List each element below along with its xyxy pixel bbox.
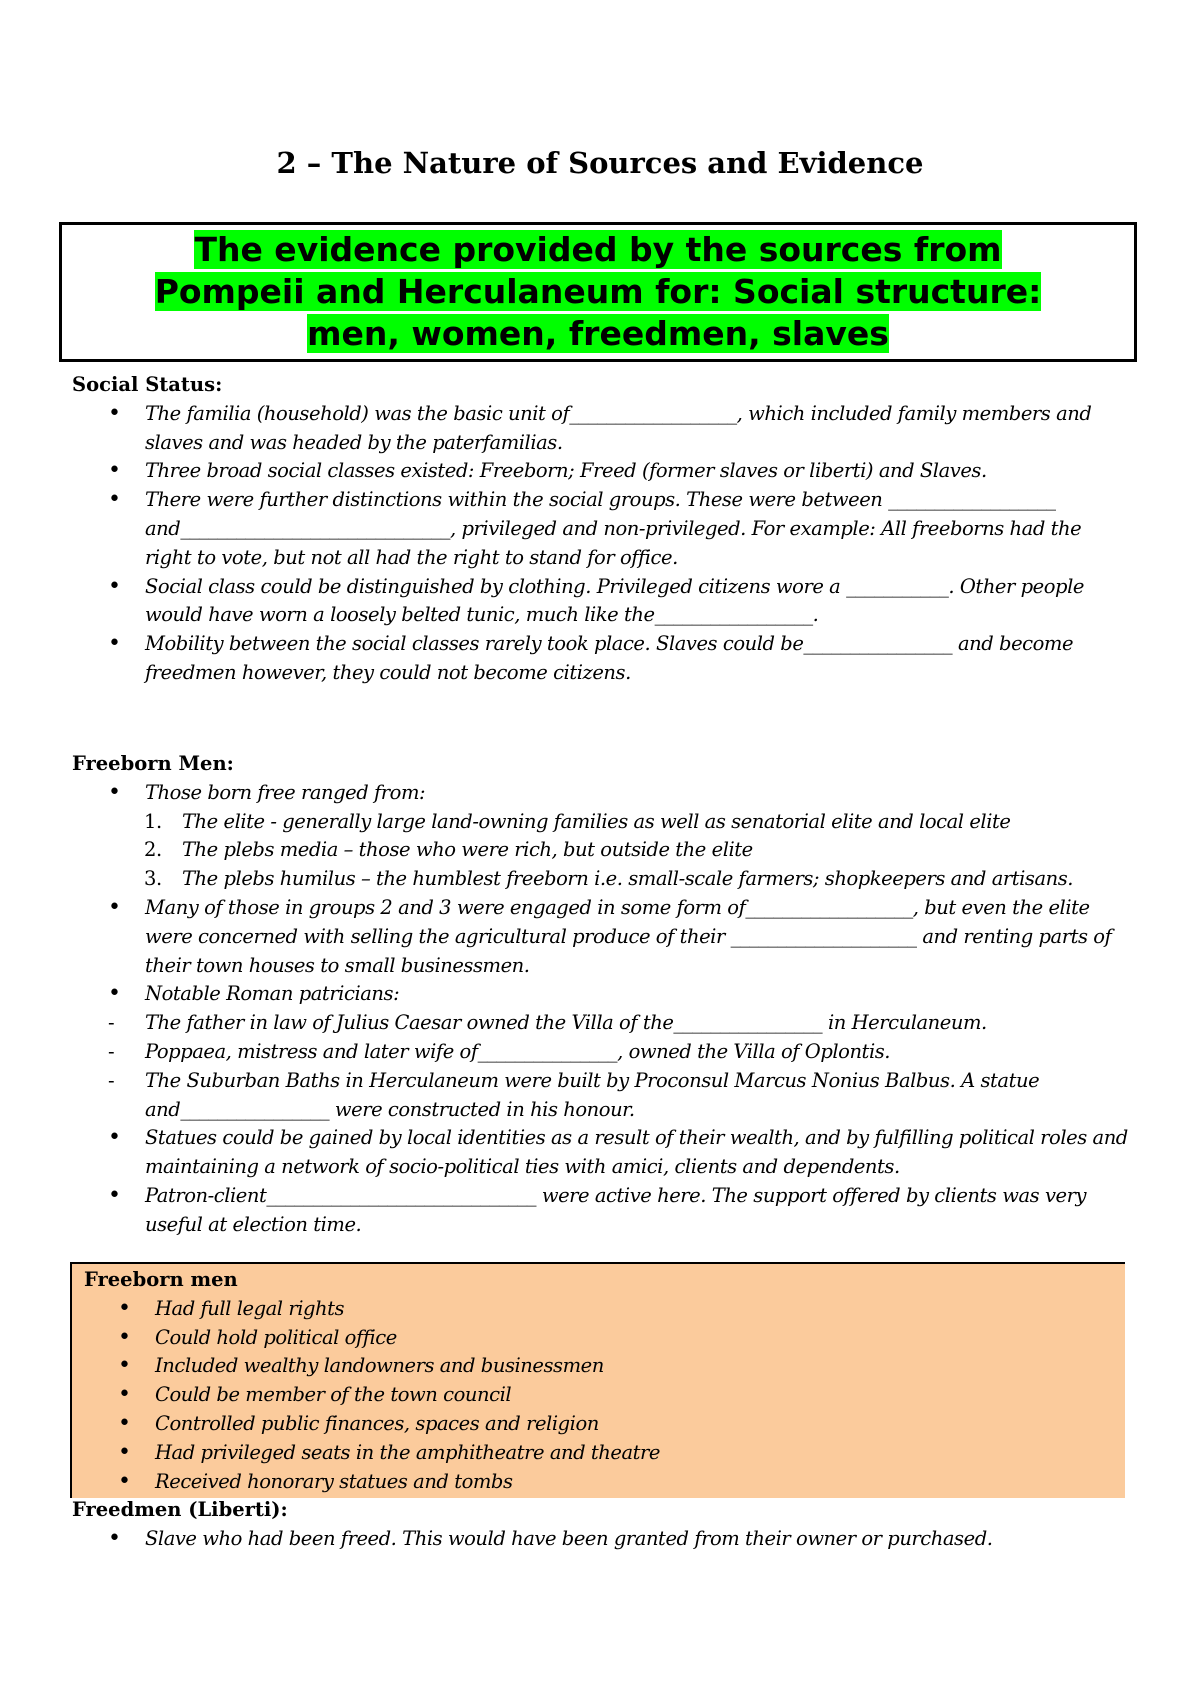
banner-line-1: The evidence provided by the sources from xyxy=(194,230,1002,269)
bullet-icon xyxy=(118,1439,138,1468)
dash-item xyxy=(72,1038,1132,1067)
freedmen-section xyxy=(72,1496,1132,1554)
bullet-icon xyxy=(108,486,128,515)
list-item xyxy=(72,1124,1132,1182)
list-item-text: Statues could be gained by local identities as a result of their wealth, and by fulfilling political roles and maintaining a network of socio-political ties with amici, clients and dependents. xyxy=(145,1126,1128,1179)
summary-heading: Freeborn men xyxy=(84,1268,238,1291)
bullet-icon xyxy=(108,1525,128,1554)
list-item xyxy=(72,1525,1132,1554)
list-item-text: Received honorary statues and tombs xyxy=(155,1469,513,1493)
bullet-icon xyxy=(118,1468,138,1497)
list-item-text: Could hold political office xyxy=(155,1325,397,1349)
list-item xyxy=(72,894,1132,980)
list-item xyxy=(84,1381,1125,1410)
list-item-text: There were further distinctions within the social groups. These were between __________________ and_____________________________, privileged and non-privileged. For example: All freeborns had the right to vote, but not all had the right to stand for office. xyxy=(145,488,1082,569)
dash-item xyxy=(72,1009,1132,1038)
numbered-item xyxy=(72,865,1132,894)
list-number: 2. xyxy=(144,838,162,862)
list-item-text: The Suburban Baths in Herculaneum were built by Proconsul Marcus Nonius Balbus. A statue and________________ were constructed in his honour. xyxy=(145,1068,1040,1121)
list-item xyxy=(84,1295,1125,1324)
list-item xyxy=(72,779,1132,808)
banner-line-3: men, women, freedmen, slaves xyxy=(307,314,889,353)
list-item-text: Had privileged seats in the amphitheatre and theatre xyxy=(155,1440,661,1464)
bullet-icon xyxy=(108,894,128,923)
list-item-text: Mobility between the social classes rarely took place. Slaves could be________________ and become freedmen however, they could not become citizens. xyxy=(145,632,1074,684)
list-item xyxy=(72,486,1132,572)
social-status-section xyxy=(72,371,1132,688)
numbered-item xyxy=(72,808,1132,837)
bullet-icon xyxy=(118,1352,138,1381)
dash-item xyxy=(72,1067,1132,1125)
list-item-text: The elite - generally large land-owning families as well as senatorial elite and local elite xyxy=(182,809,1011,833)
list-item xyxy=(72,1182,1132,1240)
list-item-text: Slave who had been freed. This would have been granted from their owner or purchased. xyxy=(145,1526,993,1550)
list-item-text: Had full legal rights xyxy=(155,1296,345,1320)
list-item xyxy=(72,457,1132,486)
list-item xyxy=(84,1324,1125,1353)
topic-banner xyxy=(59,222,1137,362)
bullet-icon xyxy=(108,1124,128,1153)
list-item-text: Poppaea, mistress and later wife of_______________, owned the Villa of Oplontis. xyxy=(145,1039,891,1063)
list-item xyxy=(72,980,1132,1009)
summary-list xyxy=(84,1295,1125,1497)
bullet-icon xyxy=(108,1182,128,1211)
list-item-text: Notable Roman patricians: xyxy=(145,982,400,1006)
bullet-icon xyxy=(118,1410,138,1439)
page-title: 2 – The Nature of Sources and Evidence xyxy=(276,146,924,180)
list-item-text: Those born free ranged from: xyxy=(145,780,426,804)
banner-text xyxy=(118,229,1078,355)
social-status-list xyxy=(72,400,1132,688)
bullet-icon xyxy=(108,630,128,659)
list-number: 3. xyxy=(144,867,162,891)
bullet-icon xyxy=(118,1324,138,1353)
list-item-text: Could be member of the town council xyxy=(155,1383,512,1407)
list-item-text: The plebs media – those who were rich, but outside the elite xyxy=(182,838,753,862)
freeborn-men-section xyxy=(72,750,1132,1240)
freedmen-list xyxy=(72,1525,1132,1554)
list-item xyxy=(84,1439,1125,1468)
freeborn-men-summary-box xyxy=(70,1262,1125,1498)
bullet-icon xyxy=(118,1295,138,1324)
numbered-item xyxy=(72,836,1132,865)
list-item-text: Controlled public finances, spaces and religion xyxy=(155,1411,599,1435)
dash-icon xyxy=(108,1009,128,1038)
freeborn-men-heading: Freeborn Men: xyxy=(72,752,234,775)
list-item-text: Included wealthy landowners and businessmen xyxy=(155,1354,604,1378)
list-item xyxy=(72,573,1132,631)
bullet-icon xyxy=(108,980,128,1009)
list-item xyxy=(72,400,1132,458)
dash-icon xyxy=(108,1067,128,1096)
list-item xyxy=(84,1410,1125,1439)
social-status-heading: Social Status: xyxy=(72,373,223,396)
bullet-icon xyxy=(108,779,128,808)
freedmen-heading: Freedmen (Liberti): xyxy=(72,1498,288,1521)
list-item-text: The familia (household) was the basic unit of__________________, which included family members and slaves and was headed by the paterfamilias. xyxy=(145,401,1092,454)
bullet-icon xyxy=(108,573,128,602)
bullet-icon xyxy=(118,1381,138,1410)
freeborn-men-list xyxy=(72,779,1132,1240)
list-item-text: The plebs humilus – the humblest freeborn i.e. small-scale farmers; shopkeepers and artisans. xyxy=(182,867,1074,891)
list-item xyxy=(84,1352,1125,1381)
list-item-text: Patron-client_____________________________ were active here. The support offered by clients was very useful at election time. xyxy=(145,1183,1087,1236)
bullet-icon xyxy=(108,457,128,486)
banner-line-2: Pompeii and Herculaneum for: Social structure: xyxy=(154,272,1042,311)
list-item xyxy=(72,630,1132,688)
list-item-text: The father in law of Julius Caesar owned the Villa of the________________ in Herculaneum. xyxy=(145,1011,987,1035)
list-number: 1. xyxy=(144,809,162,833)
bullet-icon xyxy=(108,400,128,429)
list-item-text: Three broad social classes existed: Freeborn; Freed (former slaves or liberti) and Slaves. xyxy=(145,459,987,483)
dash-icon xyxy=(108,1038,128,1067)
list-item-text: Social class could be distinguished by clothing. Privileged citizens wore a ___________. Other people would have worn a loosely belted tunic, much like the_________________. xyxy=(145,574,1084,627)
list-item xyxy=(84,1468,1125,1497)
list-item-text: Many of those in groups 2 and 3 were engaged in some form of__________________, but even the elite were concerned with selling the agricultural produce of their ____________________ and renting parts of their town houses to small businessmen. xyxy=(145,895,1112,977)
